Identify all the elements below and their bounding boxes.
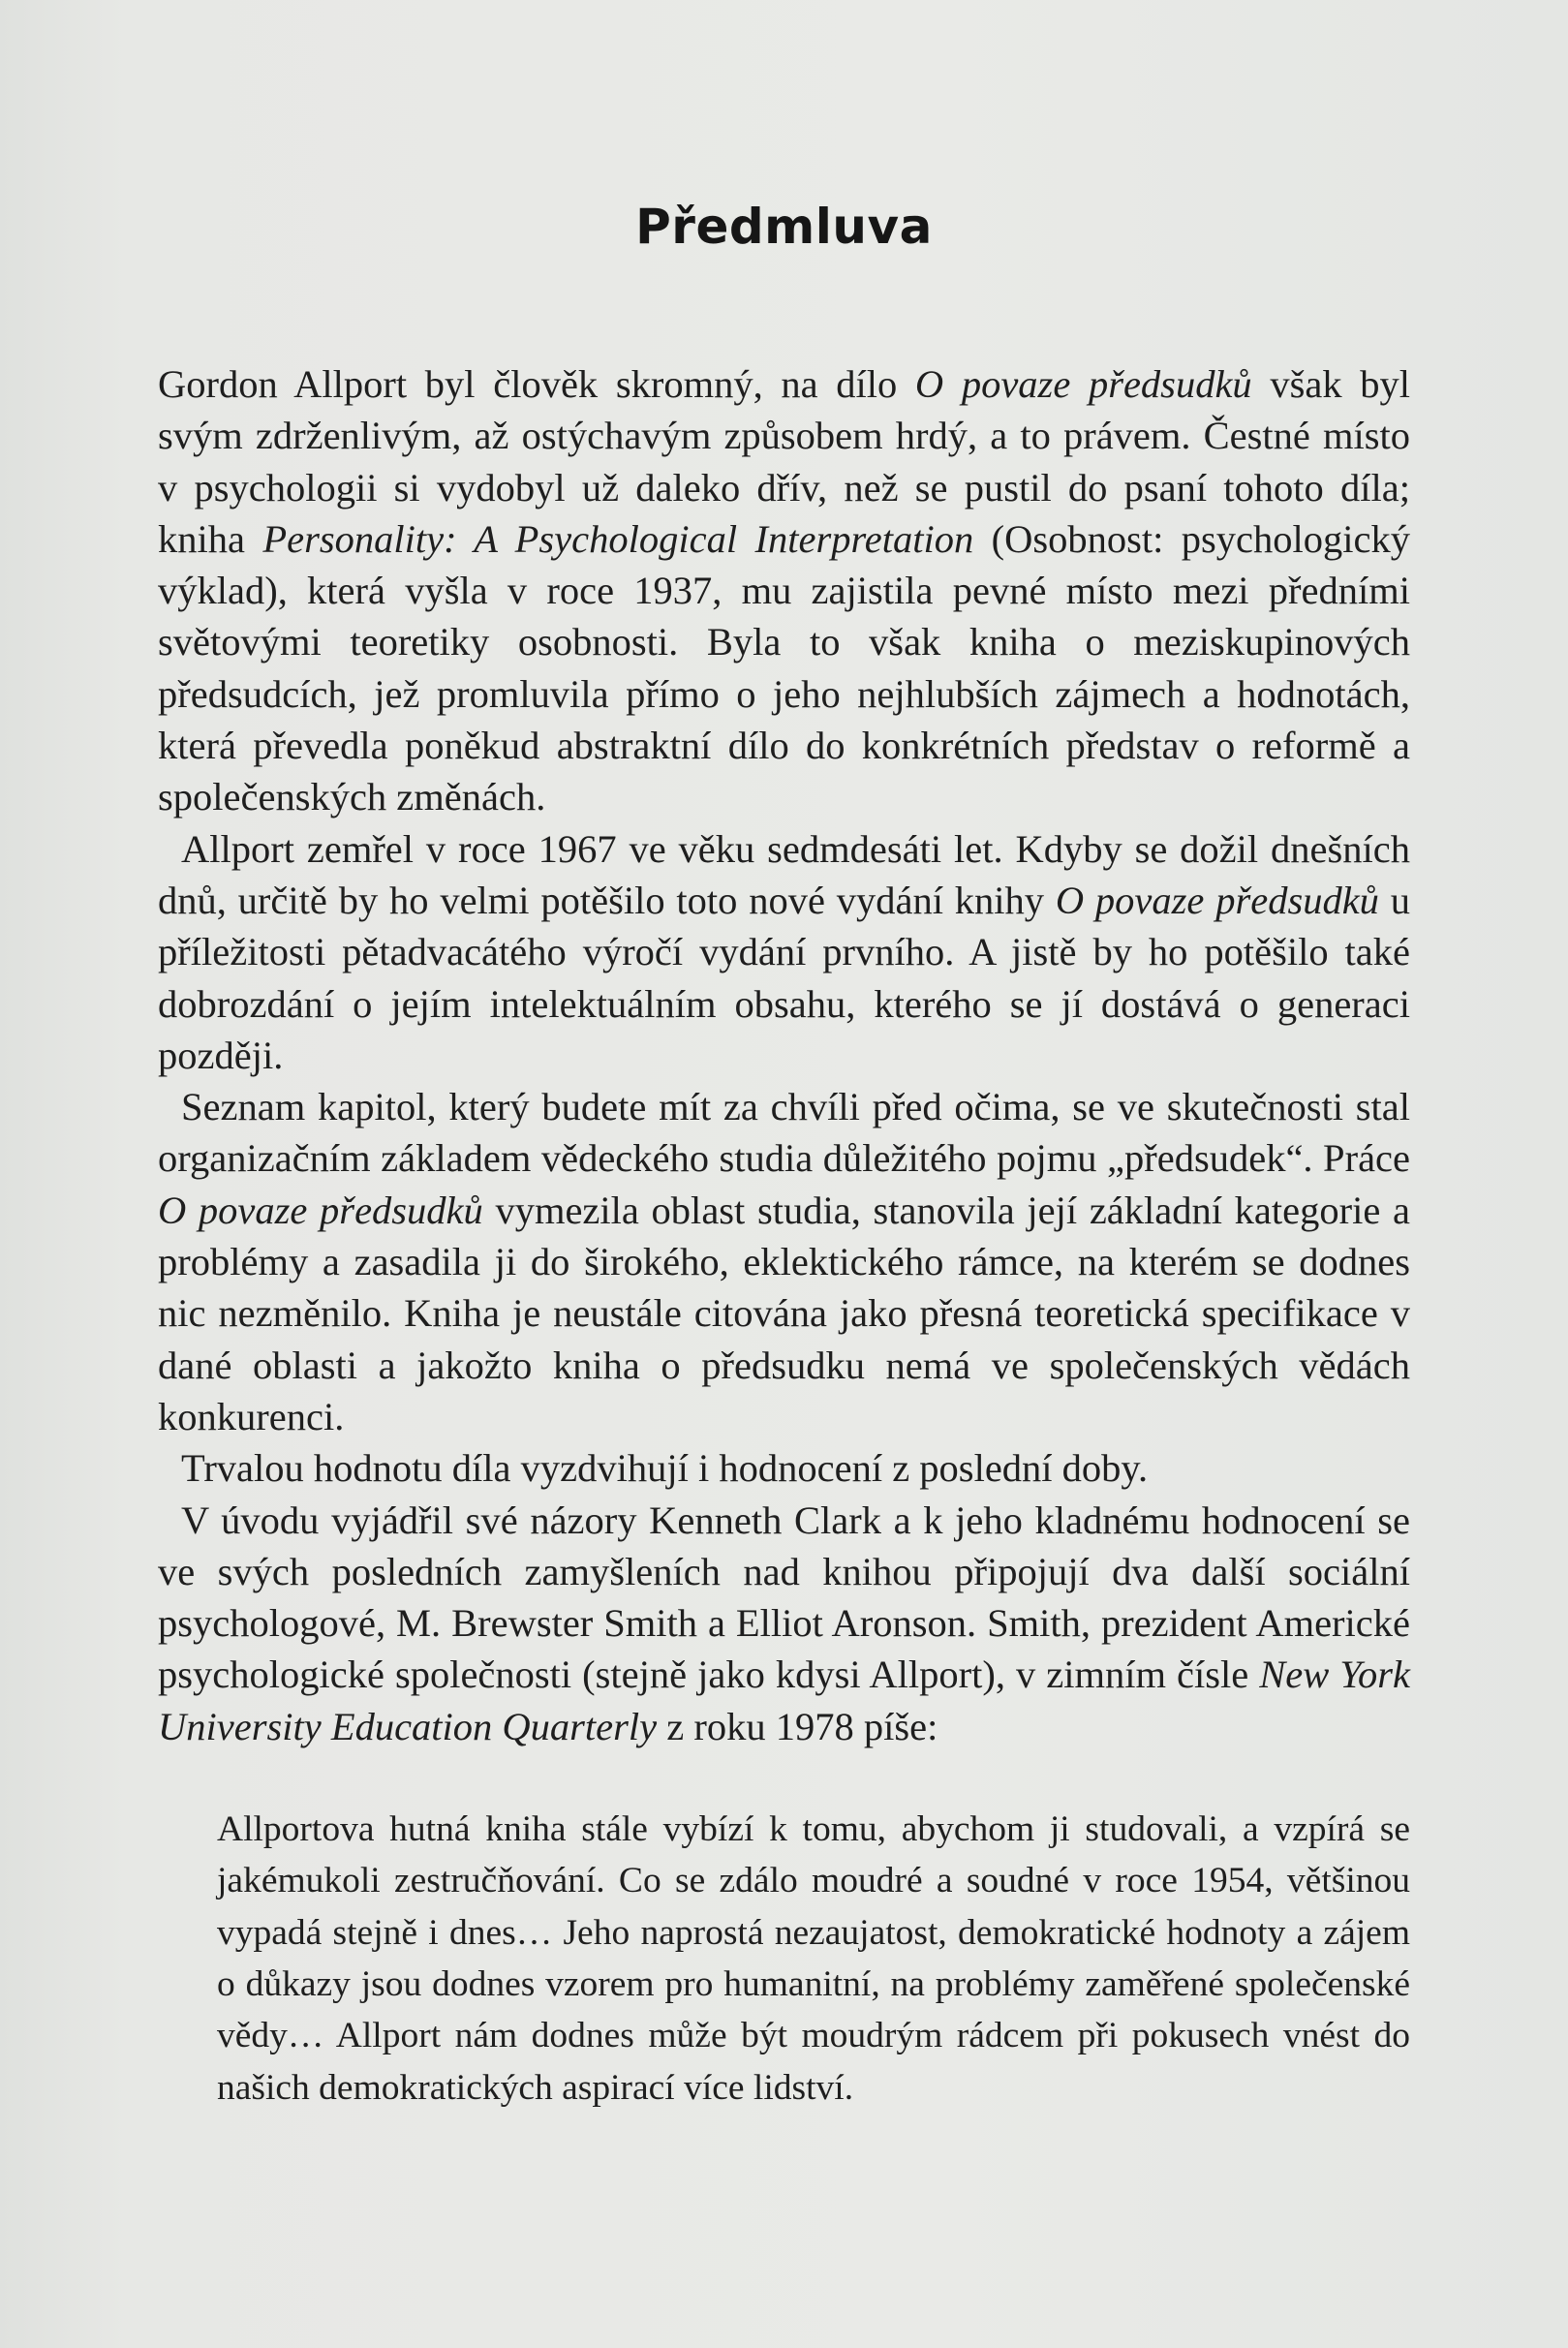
- text-run: z roku 1978 píše:: [657, 1704, 938, 1748]
- text-run: Gordon Allport byl člověk skromný, na dílo: [158, 362, 915, 406]
- text-run: V úvodu vyjádřil své názory Kenneth Clark a k jeho kladnému hodnocení se ve svých posledních zamyšleních nad knihou připojují dva další sociální psychologové, M. Brewster Smith a Elliot Aronson. Smith, prezident Americké psychologické společnosti (stejně jako kdysi Allport), v zimním čísle: [158, 1498, 1410, 1697]
- book-title-italic: O povaze předsudků: [1055, 878, 1379, 922]
- book-title-italic: Personality: A Psychological Interpretation: [262, 516, 974, 561]
- journal-title-italic: New York University Education Quarterly: [158, 1653, 1410, 1748]
- text-run: však byl svým zdrženlivým, až ostýchavým způsobem hrdý, a to právem. Čestné místo v psychologii si vydobyl už daleko dřív, než se pustil do psaní tohoto díla; kniha: [158, 362, 1410, 561]
- paragraph: [158, 1495, 1410, 1752]
- book-title-italic: O povaze předsudků: [914, 362, 1252, 406]
- chapter-title: Předmluva: [635, 199, 933, 255]
- text-run: vymezila oblast studia, stanovila její základní kategorie a problémy a zasadila ji do širokého, eklektického rámce, na kterém se dodnes nic nezměnilo. Kniha je neustále citována jako přesná teoretická specifikace v dané oblasti a jakožto kniha o předsudku nemá ve společenských vědách konkurenci.: [158, 1188, 1410, 1438]
- text-run: (Osobnost: psychologický výklad), která vyšla v roce 1937, mu zajistila pevné místo mezi předními světovými teoretiky osobnosti. Byla to však kniha o meziskupinových předsudcích, jež promluvila přímo o jeho nejhlubších zájmech a hodnotách, která převedla poněkud abstraktní dílo do konkrétních představ o reformě a společenských změnách.: [158, 516, 1410, 819]
- text-run: Seznam kapitol, který budete mít za chvíli před očima, se ve skutečnosti stal organizačním základem vědeckého studia důležitého pojmu „předsudek“. Práce: [158, 1085, 1410, 1181]
- body-text: [158, 358, 1410, 2114]
- book-title-italic: O povaze předsudků: [158, 1188, 483, 1232]
- paragraph: [158, 358, 1410, 823]
- text-run: Allport zemřel v roce 1967 ve věku sedmdesáti let. Kdyby se dožil dnešních dnů, určitě by ho velmi potěšilo toto nové vydání knihy: [158, 826, 1410, 922]
- paragraph: [158, 823, 1410, 1081]
- paragraph: [158, 1081, 1410, 1442]
- block-quote: Allportova hutná kniha stále vybízí k tomu, abychom ji studovali, a vzpírá se jakémukoli zestručňování. Co se zdálo moudré a soudné v roce 1954, většinou vypadá stejně i dnes… Jeho naprostá nezaujatost, demokratické hodnoty a zájem o důkazy jsou dodnes vzorem pro humanitní, na problémy zaměřené společenské vědy… Allport nám dodnes může být moudrým rádcem při pokusech vnést do našich demokratických aspirací více lidství.: [217, 1809, 1410, 2108]
- text-run: u příležitosti pětadvacátého výročí vydání prvního. A jistě by ho potěšilo také dobrozdání o jejím intelektuálním obsahu, kterého se jí dostává o generaci později.: [158, 878, 1410, 1077]
- text-run: Trvalou hodnotu díla vyzdvihují i hodnocení z poslední doby.: [181, 1446, 1149, 1491]
- paragraph: [158, 1442, 1410, 1494]
